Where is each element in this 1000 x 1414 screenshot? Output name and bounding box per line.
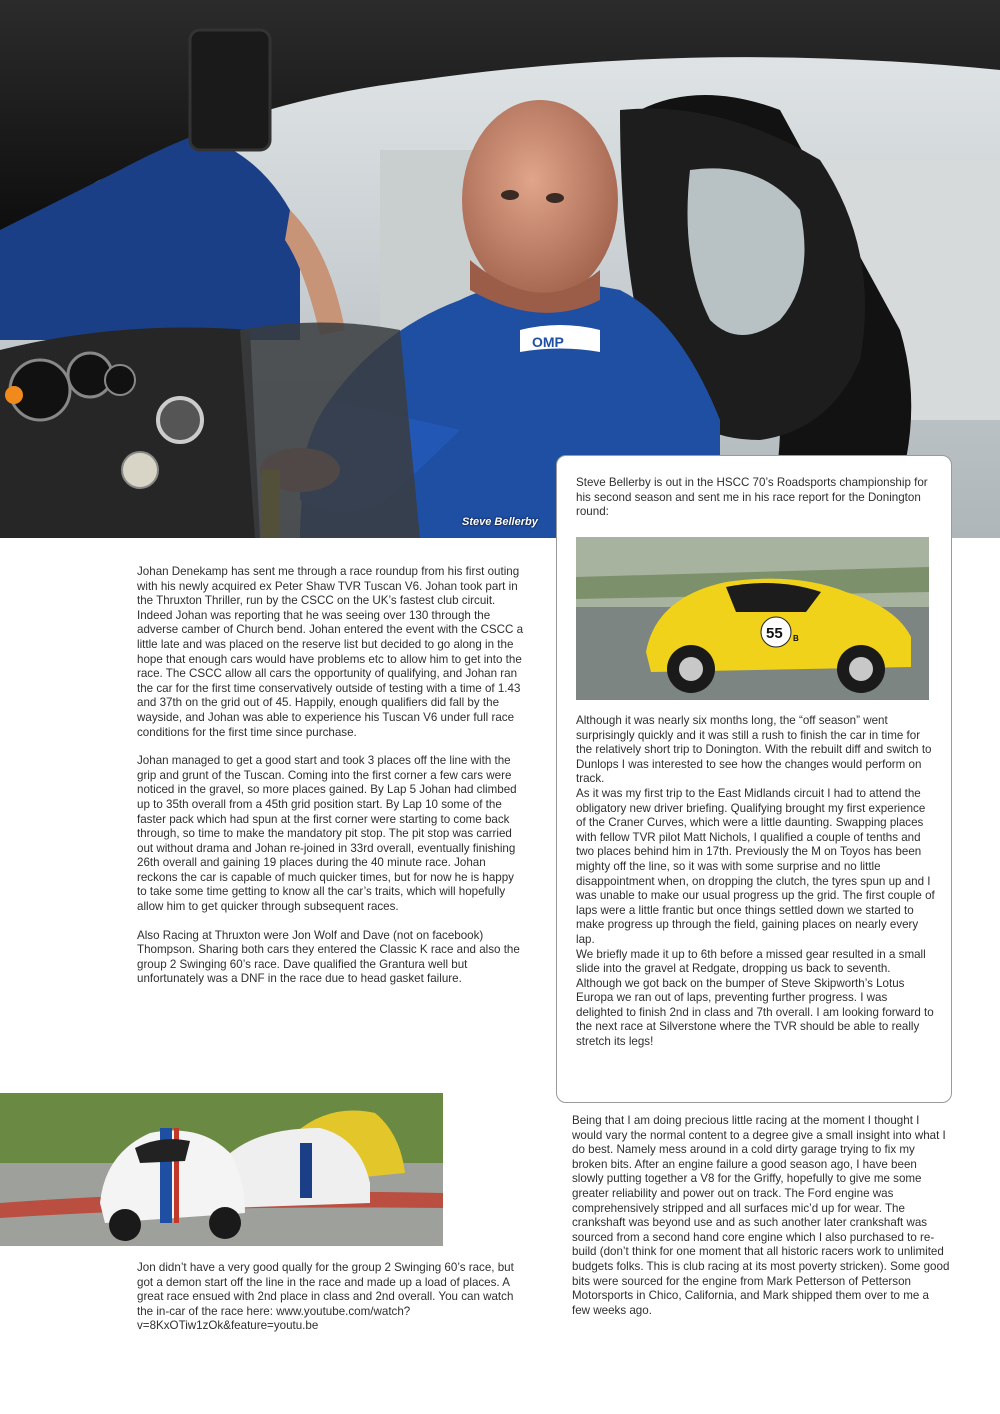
article-left-column: [137, 565, 525, 1001]
rear-view-mirror: [190, 30, 270, 150]
paragraph-jon-race: Jon didn’t have a very good qually for the group 2 Swinging 60’s race, but got a demon start off the line in the race and made up a load of places. A great race ensued with 2nd place in class and 2nd overall. You can watch the in-car of the race here: www.youtube.com/watch?v=8KxOTiw1zOk&feature=youtu.be: [137, 1261, 514, 1333]
race-report-body: Although it was nearly six months long, the “off season” went surprisingly quickly and it was still a rush to finish the car in time for the relatively short trip to Donington. With the rebuilt diff and switch to Dunlops I was interested to see how the changes would perform on track. As it was my first trip to the East Midlands circuit I had to attend the obligatory new driver briefing. Qualifying brought my first experience of the Craner Curves, which were a little daunting. Swapping places with fellow TVR pilot Matt Nichols, I qualified a couple of tenths and two places behind him in 17th. Previously the M on Toyos has been mighty off the line, so it was with some surprise and no little disappointment when, on dropping the clutch, the tyres spun up and I was unable to make our usual progress up the grid. The first couple of laps were a little frantic but once things settled down we started to make progress up through the field, gaining places on nearly every lap. We briefly made it up to 6th before a missed gear resulted in a small slide into the gravel at Redgate, dropping us back to seventh. Although we got back on the bumper of Steve Skipworth’s Lotus Europa we ran out of laps, preventing further progress. I was delighted to finish 2nd in class and 7th overall. I am looking forward to the next race at Silverstone where the TVR should be able to really stretch its legs!: [576, 714, 935, 1049]
yellow-tvr-illustration: [576, 537, 929, 700]
car-number: 55: [766, 625, 783, 642]
suit-logo: OMP: [532, 334, 564, 350]
paragraph-garage-update: Being that I am doing precious little racing at the moment I thought I would vary the normal content to a degree give a small insight into what I do best. Namely mess around in a cold dirty garage trying to fix my broken bits. After an engine failure a good season ago, I have been slowly putting together a V8 for the Griffy, hopefully to give me some greater reliability and power out on track. The Ford engine was comprehensively stripped and all surfaces mic’d up for wear. The crankshaft was beyond use and as such another later crankshaft was sourced from a second hand core engine which I also purchased to re-build (don’t think for one moment that all historic racers work to unlimited budgets folks. This is club racing at its most poverty stricken). Some good bits were sourced for the engine from Mark Petterson of Petterson Motorsports in Chico, California, and Mark shipped them over to me a few weeks ago.: [572, 1114, 950, 1317]
car-class: B: [793, 634, 799, 643]
paragraph-johan-intro: Johan Denekamp has sent me through a race roundup from his first outing with his newly acquired ex Peter Shaw TVR Tuscan V6. Johan took part in the Thruxton Thriller, run by the CSCC on the UK’s fastest club circuit. Indeed Johan was reporting that he was seeing over 130 through the adverse camber of Church bend. Johan entered the event with the CSCC a little late and was placed on the reserve list but decided to go along in the hope that enough cars would have problems etc to allow him to get into the race. The CSCC allow all cars the opportunity of qualifying, and Johan ran the car for the first time conservatively outside of testing with a time of 1.43 and 37th on the grid out of 45. Happily, enough qualifiers did fall by the wayside, and Johan was able to experience his Tuscan V6 under full race conditions for the first time since purchase.: [137, 565, 524, 739]
yellow-tvr-photo: [576, 537, 929, 700]
race-report-intro: Steve Bellerby is out in the HSCC 70’s Roadsports championship for his second season and sent me in his race report for the Donington round:: [576, 476, 928, 519]
driver-head: [462, 100, 618, 300]
thruxton-race-photo: [0, 1093, 443, 1246]
paragraph-jon-dave: Also Racing at Thruxton were Jon Wolf and Dave (not on facebook) Thompson. Sharing both cars they entered the Classic K race and also the group 2 Swinging 60’s race. Dave qualified the Grantura well but unfortunately was a DNF in the race due to head gasket failure.: [137, 928, 520, 986]
photo-credit: Steve Bellerby: [462, 516, 538, 528]
paragraph-johan-race: Johan managed to get a good start and took 3 places off the line with the grip and grunt of the Tuscan. Coming into the first corner a few cars were noticed in the gravel, so more places gained. By Lap 5 Johan had climbed up to 35th overall from a 45th grid position start. By Lap 10 some of the faster pack which had spun at the first corner were starting to come back through, so time to make the mandatory pit stop. The pit stop was carried out without drama and Johan re-joined in 33rd overall, eventually finishing 26th overall and gaining 19 places during the 40 minute race. Johan reckons the car is capable of much quicker times, but for now he is happy to take some time getting to know all the car’s traits, which will hopefully allow him to get quicker through subsequent races.: [137, 754, 517, 914]
thruxton-race-illustration: [0, 1093, 443, 1246]
steering-boss: [158, 398, 202, 442]
